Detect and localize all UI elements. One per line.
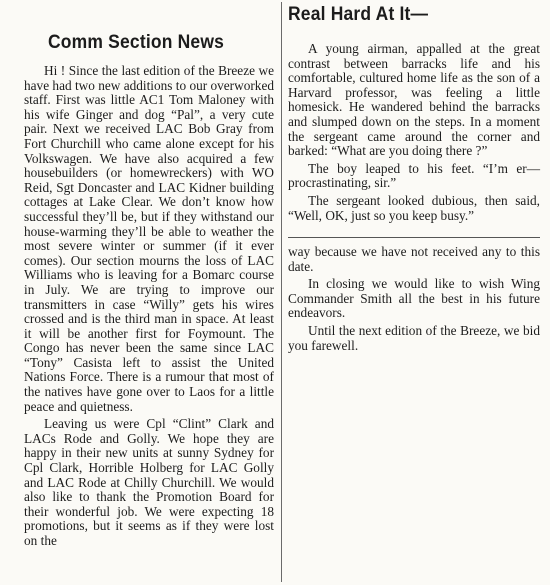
comm-section-news-heading: Comm Section News (48, 32, 225, 53)
story-paragraph-3: The sergeant looked dubious, then said, “Well, OK, just so you keep busy.” (288, 192, 540, 223)
story-paragraph-2: The boy leaped to his feet. “I’m er—procrastinating, sir.” (288, 160, 540, 191)
news-paragraph-2: Leaving us were Cpl “Clint” Clark and LACs Rode and Golly. We hope they are happy in their new units at sunny Sydney for Cpl Clark, Horrible Holberg for LAC Golly and LAC Rode at Chilly Churchill. We would also like to thank the Promotion Board for their wonderful job. We were expecting 18 promotions, but it seems as if they were lost on the (24, 416, 274, 548)
continuation-paragraph-3: Until the next edition of the Breeze, we bid you farewell. (288, 322, 540, 353)
comm-section-news-body (24, 64, 274, 549)
continuation-paragraph-2: In closing we would like to wish Wing Commander Smith all the best in his future endeavors. (288, 276, 540, 321)
story-paragraph-1: A young airman, appalled at the great contrast between barracks life and his comfortable, cultured home life as the son of a Harvard professor, was feeling a little homesick. He wandered behind the barracks and slumped down on the steps. In a moment the sergeant came around the corner and barked: “What are you doing there ?” (288, 41, 540, 159)
continuation-paragraph-1: way because we have not received any to this date. (288, 244, 540, 274)
column-divider (281, 2, 282, 582)
comm-news-continuation (288, 245, 540, 353)
news-paragraph-1: Hi ! Since the last edition of the Breeze we have had two new additions to our overworked staff. First was little AC1 Tom Maloney with his wife Ginger and dog “Pal”, a very cute pair. Next we received LAC Bob Gray from Fort Churchill who came alone except for his Volkswagen. We have also acquired a few housebuilders (or homewreckers) with WO Reid, Sgt Doncaster and LAC Kidner building cottages at Lake Clear. We don’t know how successful they’ll be, but if they withstand our house-warming they’ll be able to weather the most severe winter or summer (if it ever comes). Our section mourns the loss of LAC Williams who is leaving for a Bomarc course in July. We are trying to improve our transmitters in case “Willy” gets his wires crossed and is the third man in space. At least it will be another first for Foymount. The Congo has never been the same since LAC “Tony” Casista left to assist the United Nations Force. There is a rumour that most of the natives have gone over to Laos for a little peace and quietness. (24, 63, 274, 414)
real-hard-at-it-heading: Real Hard At It— (288, 4, 429, 25)
real-hard-at-it-story (288, 42, 540, 223)
story-separator (288, 237, 540, 238)
